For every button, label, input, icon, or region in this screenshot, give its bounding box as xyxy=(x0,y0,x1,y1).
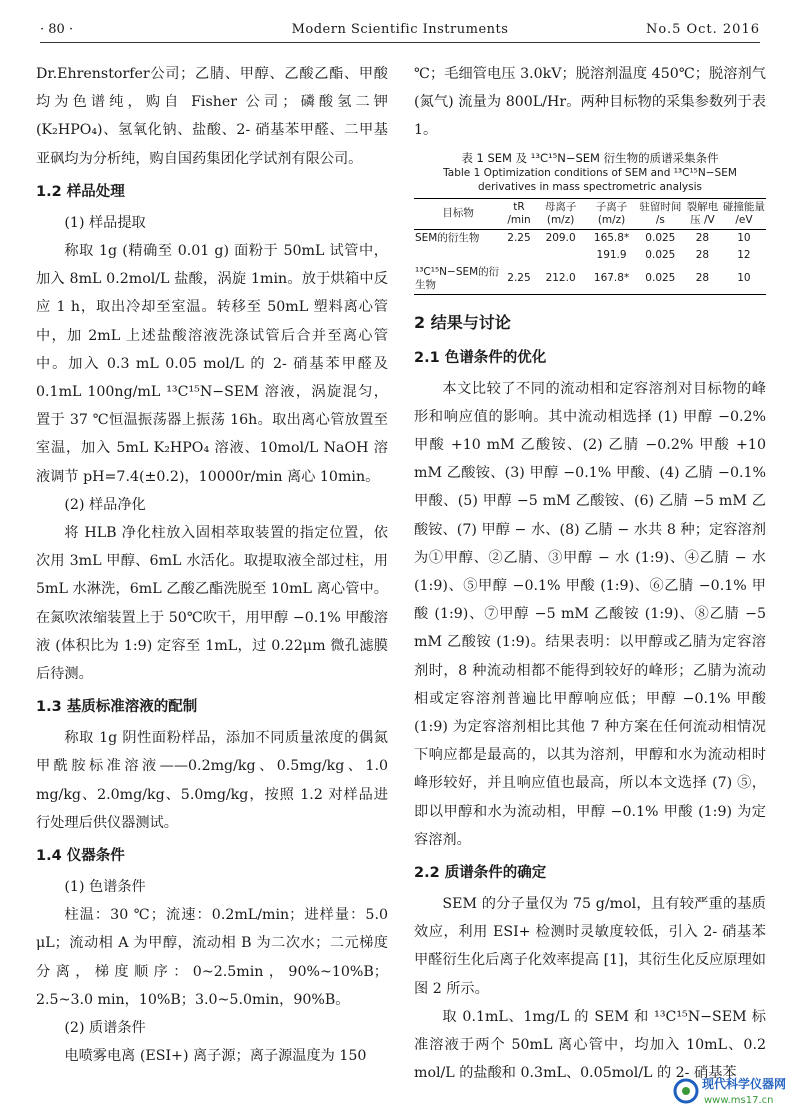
right-column xyxy=(414,60,766,1087)
table-cell: 2.25 xyxy=(507,272,531,285)
journal-title: Modern Scientific Instruments xyxy=(291,22,509,37)
watermark-dot-icon xyxy=(682,1087,690,1095)
subsection-title-ms: (2) 质谱条件 xyxy=(64,1020,146,1037)
table-cell: 10 xyxy=(737,272,751,285)
watermark-cn-text: 现代科学仪器网 xyxy=(702,1077,787,1091)
table-header-cell: 目标物 xyxy=(442,207,474,220)
paragraph-cleanup: 将 HLB 净化柱放入固相萃取装置的指定位置，依次用 3mL 甲醇、6mL 水活化。取提取液全部过柱，用 5mL 水淋洗，6mL 乙酸乙酯洗脱至 10mL 离心管中。在氮吹浓缩装置上于 50℃吹干，用甲醇 −0.1% 甲酸溶液 (体积比为 1:9) 定容至 1mL，过 0.22μm 微孔滤膜后待测。 xyxy=(36,525,388,683)
subsection-title-chromatography: (1) 色谱条件 xyxy=(64,879,146,896)
table-header-cell: 碰撞能量 /eV xyxy=(722,200,765,226)
ms-conditions-table xyxy=(414,198,766,295)
section-heading-2-1: 2.1 色谱条件的优化 xyxy=(414,349,547,366)
table-cell xyxy=(414,247,502,264)
table-row xyxy=(414,247,766,264)
table-cell xyxy=(536,247,586,264)
table-caption-en-1: Table 1 Optimization conditions of SEM and ¹³C¹⁵N−SEM xyxy=(443,166,737,179)
table-cell: 28 xyxy=(695,248,710,261)
table-header-cell: 驻留时间 /s xyxy=(639,200,682,226)
table-cell: 12 xyxy=(737,248,751,261)
table-cell: 191.9 xyxy=(596,248,627,261)
table-cell: SEM的衍生物 xyxy=(415,231,480,244)
subsection-title-cleanup: (2) 样品净化 xyxy=(64,496,146,513)
paragraph-chromatography: 柱温：30 ℃；流速：0.2mL/min；进样量：5.0 μL；流动相 A 为甲醇，流动相 B 为二次水；二元梯度分离，梯度顺序：0~2.5min，90%~10%B；2.5~3.0 min，10%B；3.0~5.0min，90%B。 xyxy=(36,907,388,1008)
table-header-cell: tR /min xyxy=(507,200,531,226)
table-1 xyxy=(414,151,766,295)
paragraph-chromatography-optimization: 本文比较了不同的流动相和定容溶剂对目标物的峰形和响应值的影响。其中流动相选择 (1) 甲醇 −0.2% 甲酸 +10 mM 乙酸铵、(2) 乙腈 −0.2% 甲酸 +10 mM 乙酸铵、(3) 甲醇 −0.1% 甲酸、(4) 乙腈 −0.1% 甲酸、(5) 甲醇 −5 mM 乙酸铵、(6) 乙腈 −5 mM 乙酸铵、(7) 甲醇 − 水、(8) 乙腈 − 水共 8 种；定容溶剂为①甲醇、②乙腈、③甲醇 − 水 (1:9)、④乙腈 − 水 (1:9)、⑤甲醇 −0.1% 甲酸 (1:9)、⑥乙腈 −0.1% 甲酸 (1:9)、⑦甲醇 −5 mM 乙酸铵 (1:9)、⑧乙腈 −5 mM 乙酸铵 (1:9)。结果表明：以甲醇或乙腈为定容溶剂时，8 种流动相都不能得到较好的峰形；乙腈为流动相或定容溶剂普遍比甲醇响应低；甲醇 −0.1% 甲酸 (1:9) 为定容溶剂相比其他 7 种方案在任何流动相情况下响应都是最高的，以其为溶剂，甲醇和水为流动相时峰形较好，并且响应值也最高，所以本文选择 (7) ⑤，即以甲醇和水为流动相，甲醇 −0.1% 甲酸 (1:9) 为定容溶剂。 xyxy=(414,380,766,848)
table-cell: 0.025 xyxy=(645,248,676,261)
table-cell xyxy=(502,247,535,264)
table-row xyxy=(414,264,766,295)
paragraph-ms-determination: SEM 的分子量仅为 75 g/mol，且有较严重的基质效应，利用 ESI+ 检测时灵敏度较低，引入 2- 硝基苯甲醛衍生化后离子化效率提高 [1]，其衍生化反应原理如图 2 所示。 xyxy=(414,896,766,997)
table-cell: 28 xyxy=(695,231,710,244)
paragraph-extraction: 称取 1g (精确至 0.01 g) 面粉于 50mL 试管中，加入 8mL 0.2mol/L 盐酸，涡旋 1min。放于烘箱中反应 1 h，取出冷却至室温。转移至 50mL 塑料离心管中，加 2mL 上述盐酸溶液洗涤试管后合并至离心管中。加入 0.3 mL 0.05 mol/L 的 2- 硝基苯甲醛及 0.1mL 100ng/mL ¹³C¹⁵N−SEM 溶液，涡旋混匀，置于 37 ℃恒温振荡器上振荡 16h。取出离心管放置至室温，加入 5mL K₂HPO₄ 溶液、10mol/L NaOH 溶液调节 pH=7.4(±0.2)，10000r/min 离心 10min。 xyxy=(36,243,388,485)
table-caption-cn: 表 1 SEM 及 ¹³C¹⁵N−SEM 衍生物的质谱采集条件 xyxy=(461,150,719,165)
section-heading-1-4: 1.4 仪器条件 xyxy=(36,848,125,865)
table-header-row xyxy=(414,198,766,229)
watermark-graphic xyxy=(672,1071,794,1111)
subsection-title-extraction: (1) 样品提取 xyxy=(64,214,146,231)
paragraph-procedure: 取 0.1mL、1mg/L 的 SEM 和 ¹³C¹⁵N−SEM 标准溶液于两个 50mL 离心管中，均加入 10mL、0.2 mol/L 的盐酸和 0.3mL、0.05mol/L 的 2- 硝基苯 xyxy=(414,1008,766,1082)
table-cell: 167.8* xyxy=(593,272,630,285)
section-heading-1-3: 1.3 基质标准溶液的配制 xyxy=(36,699,198,716)
table-row xyxy=(414,229,766,247)
table-cell: 165.8* xyxy=(593,231,630,244)
table-cell: 2.25 xyxy=(507,231,531,244)
running-header xyxy=(40,18,760,43)
table-cell: 212.0 xyxy=(545,272,576,285)
paragraph-ms-continued: ℃；毛细管电压 3.0kV；脱溶剂温度 450℃；脱溶剂气 (氮气) 流量为 800L/Hr。两种目标物的采集参数列于表 1。 xyxy=(414,66,766,139)
table-caption-en-2: derivatives in mass spectrometric analysis xyxy=(477,180,703,193)
table-cell: 28 xyxy=(695,272,710,285)
paragraph-ms-start: 电喷雾电离 (ESI+) 离子源；离子源温度为 150 xyxy=(64,1048,367,1065)
paragraph-reagents: Dr.Ehrenstorfer公司；乙腈、甲醇、乙酸乙酯、甲酸均为色谱纯，购自 Fisher 公司；磷酸氢二钾 (K₂HPO₄)、氢氧化钠、盐酸、2- 硝基苯甲醛、二甲基亚砜均为分析纯，购自国药集团化学试剂有限公司。 xyxy=(36,66,388,167)
table-cell: ¹³C¹⁵N−SEM的衍生物 xyxy=(415,265,500,291)
table-cell: 0.025 xyxy=(645,272,676,285)
section-heading-2-2: 2.2 质谱条件的确定 xyxy=(414,865,547,882)
table-cell: 10 xyxy=(737,231,751,244)
table-cell: 209.0 xyxy=(545,231,576,244)
left-column xyxy=(36,60,388,1071)
site-watermark-logo xyxy=(672,1071,794,1111)
watermark-url-text: www.ms17.cn xyxy=(704,1095,774,1106)
table-header-cell: 裂解电压 /V xyxy=(686,200,719,226)
table-header-cell: 子离子 (m/z) xyxy=(595,200,628,226)
table-header-cell: 母离子 (m/z) xyxy=(544,200,577,226)
section-heading-1-2: 1.2 样品处理 xyxy=(36,183,125,200)
section-heading-2: 2 结果与讨论 xyxy=(414,312,511,332)
table-cell: 0.025 xyxy=(645,231,676,244)
paragraph-matrix-standard: 称取 1g 阴性面粉样品，添加不同质量浓度的偶氮甲酰胺标准溶液——0.2mg/kg、0.5mg/kg、1.0 mg/kg、2.0mg/kg、5.0mg/kg，按照 1.2 对样品进行处理后供仪器测试。 xyxy=(36,730,388,831)
page-number: · 80 · xyxy=(40,22,74,37)
issue-info: No.5 Oct. 2016 xyxy=(645,22,760,37)
